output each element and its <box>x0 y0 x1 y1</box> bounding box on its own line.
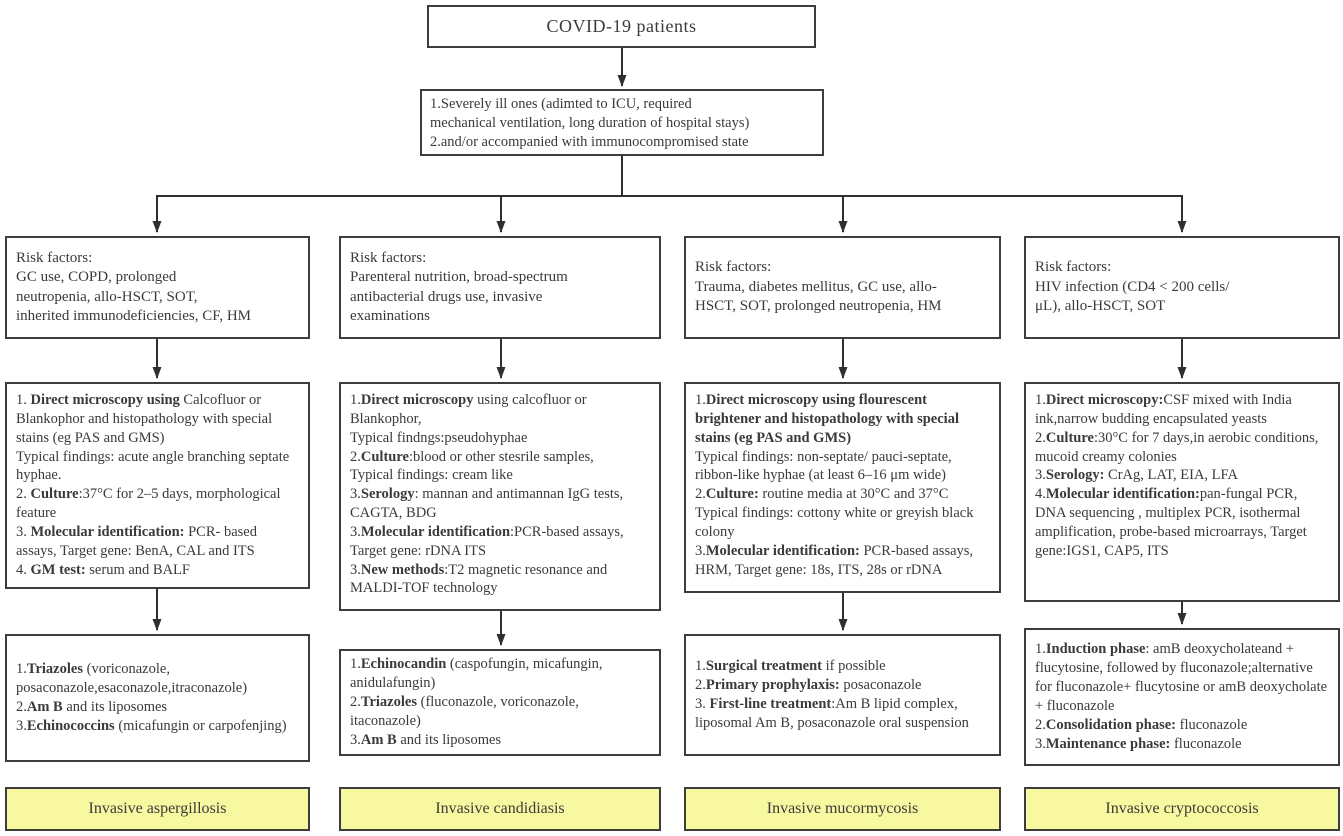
treatment-box-candidiasis: 1.Echinocandin (caspofungin, micafungin, anidulafungin) 2.Triazoles (fluconazole, voriconazole, itaconazole) 3.Am B and its liposomes <box>339 649 661 756</box>
risk-factors-box-mucormycosis: Risk factors: Trauma, diabetes mellitus, GC use, allo- HSCT, SOT, prolonged neutropenia, HM <box>684 236 1001 339</box>
treatment-box-cryptococcosis: 1.Induction phase: amB deoxycholateand + flucytosine, followed by fluconazole;alternative for fluconazole+ flucytosine or amB deoxycholate + fluconazole 2.Consolidation phase: fluconazole 3.Maintenance phase: fluconazole <box>1024 628 1340 766</box>
diagnosis-box-aspergillosis: 1. Direct microscopy using Calcofluor or Blankophor and histopathology with special stains (eg PAS and GMS) Typical findings: acute angle branching septate hyphae. 2. Culture:37°C for 2–5 days, morphological feature 3. Molecular identification: PCR- based assays, Target gene: BenA, CAL and ITS 4. GM test: serum and BALF <box>5 382 310 589</box>
diagnosis-box-candidiasis: 1.Direct microscopy using calcofluor or Blankophor, Typical findngs:pseudohyphae 2.Culture:blood or other stesrile samples, Typical findings: cream like 3.Serology: mannan and antimannan IgG tests, CAGTA, BDG 3.Molecular identification:PCR-based assays, Target gene: rDNA ITS 3.New methods:T2 magnetic resonance and MALDI-TOF technology <box>339 382 661 611</box>
disease-label-candidiasis <box>339 787 661 831</box>
risk-factors-box-cryptococcosis: Risk factors: HIV infection (CD4 < 200 cells/ μL), allo-HSCT, SOT <box>1024 236 1340 339</box>
covid-patients-label: COVID-19 patients <box>546 15 697 36</box>
treatment-box-aspergillosis: 1.Triazoles (voriconazole, posaconazole,esaconazole,itraconazole) 2.Am B and its liposomes 3.Echinococcins (micafungin or carpofenjing) <box>5 634 310 762</box>
disease-label-text: Invasive mucormycosis <box>766 799 919 817</box>
treatment-box-mucormycosis: 1.Surgical treatment if possible 2.Primary prophylaxis: posaconazole 3. First-line treatment:Am B lipid complex, liposomal Am B, posaconazole oral suspension <box>684 634 1001 756</box>
disease-label-text: Invasive aspergillosis <box>88 799 227 817</box>
covid-patients-box <box>427 5 816 48</box>
disease-label-aspergillosis <box>5 787 310 831</box>
severity-criteria-box: 1.Severely ill ones (adimted to ICU, required mechanical ventilation, long duration of hospital stays) 2.and/or accompanied with immunocompromised state <box>420 89 824 156</box>
risk-factors-box-candidiasis: Risk factors: Parenteral nutrition, broad-spectrum antibacterial drugs use, invasive examinations <box>339 236 661 339</box>
disease-label-text: Invasive cryptococcosis <box>1105 799 1259 817</box>
disease-label-mucormycosis <box>684 787 1001 831</box>
disease-label-cryptococcosis <box>1024 787 1340 831</box>
disease-label-text: Invasive candidiasis <box>435 799 565 817</box>
risk-factors-box-aspergillosis: Risk factors: GC use, COPD, prolonged neutropenia, allo-HSCT, SOT, inherited immunodeficiencies, CF, HM <box>5 236 310 339</box>
diagnosis-box-mucormycosis: 1.Direct microscopy using flourescent brightener and histopathology with special stains (eg PAS and GMS) Typical findings: non-septate/ pauci-septate, ribbon-like hyphae (at least 6–16 μm wide) 2.Culture: routine media at 30°C and 37°C Typical findings: cottony white or greyish black colony 3.Molecular identification: PCR-based assays, HRM, Target gene: 18s, ITS, 28s or rDNA <box>684 382 1001 593</box>
diagnosis-box-cryptococcosis: 1.Direct microscopy:CSF mixed with India ink,narrow budding encapsulated yeasts 2.Culture:30°C for 7 days,in aerobic conditions, mucoid creamy colonies 3.Serology: CrAg, LAT, EIA, LFA 4.Molecular identification:pan-fungal PCR, DNA sequencing , multiplex PCR, isothermal amplification, probe-based microarrays, Target gene:IGS1, CAP5, ITS <box>1024 382 1340 602</box>
